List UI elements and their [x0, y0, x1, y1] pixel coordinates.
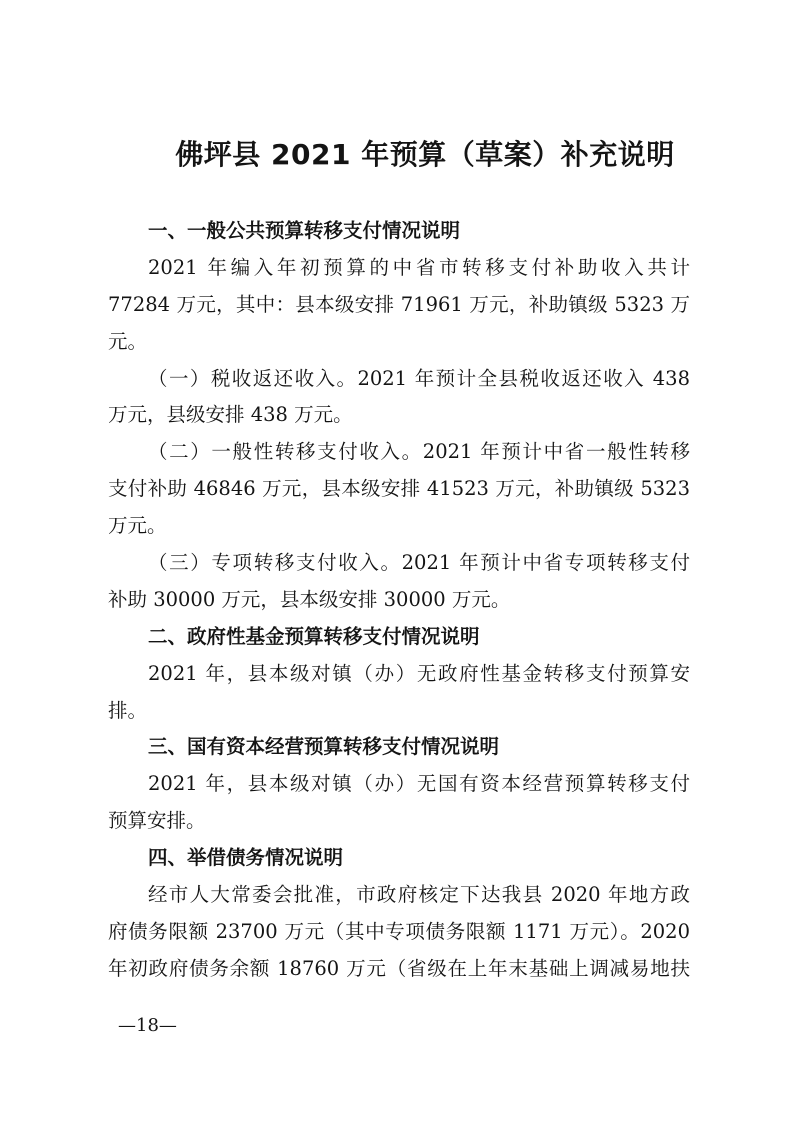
paragraph [108, 434, 690, 545]
section-heading: 四、举借债务情况说明 [148, 846, 344, 870]
paragraph [108, 250, 690, 361]
section-2 [108, 619, 690, 730]
paragraph [108, 766, 690, 840]
paragraph-line: 万元，县级安排 438 万元。 [108, 403, 353, 427]
section-1 [108, 213, 690, 619]
paragraph-line: 年初政府债务余额 18760 万元（省级在上年末基础上调减易地扶 [108, 956, 690, 980]
section-heading: 三、国有资本经营预算转移支付情况说明 [148, 735, 500, 759]
paragraph [108, 545, 690, 619]
paragraph-line: 77284 万元，其中：县本级安排 71961 万元，补助镇级 5323 万 [108, 292, 690, 316]
section-3 [108, 729, 690, 840]
paragraph-line: 排。 [108, 698, 148, 722]
paragraph [108, 361, 690, 435]
paragraph-line: （三）专项转移支付收入。2021 年预计中省专项转移支付 [148, 551, 690, 575]
paragraph-line: （一）税收返还收入。2021 年预计全县税收返还收入 438 [148, 366, 690, 390]
paragraph-line: 支付补助 46846 万元，县本级安排 41523 万元，补助镇级 5323 [108, 477, 690, 501]
section-heading: 一、一般公共预算转移支付情况说明 [148, 219, 461, 242]
paragraph-line: 2021 年，县本级对镇（办）无政府性基金转移支付预算安 [148, 661, 690, 685]
paragraph [108, 656, 690, 730]
paragraph-line: 2021 年编入年初预算的中省市转移支付补助收入共计 [148, 255, 690, 279]
section-4 [108, 840, 690, 988]
paragraph-line: 府债务限额 23700 万元（其中专项债务限额 1171 万元）。2020 [108, 919, 690, 943]
paragraph-line: 补助 30000 万元，县本级安排 30000 万元。 [108, 587, 511, 611]
paragraph [108, 877, 690, 988]
page-title: 佛坪县 2021 年预算（草案）补充说明 [175, 138, 675, 171]
page-number: —18— [118, 1015, 177, 1036]
section-heading: 二、政府性基金预算转移支付情况说明 [148, 624, 480, 648]
document-body [108, 213, 690, 988]
paragraph-line: 经市人大常委会批准，市政府核定下达我县 2020 年地方政 [148, 883, 690, 907]
paragraph-line: 元。 [108, 329, 148, 353]
paragraph-line: 万元。 [108, 514, 167, 538]
paragraph-line: 预算安排。 [108, 809, 206, 833]
paragraph-line: （二）一般性转移支付收入。2021 年预计中省一般性转移 [148, 440, 690, 464]
paragraph-line: 2021 年，县本级对镇（办）无国有资本经营预算转移支付 [148, 772, 690, 796]
